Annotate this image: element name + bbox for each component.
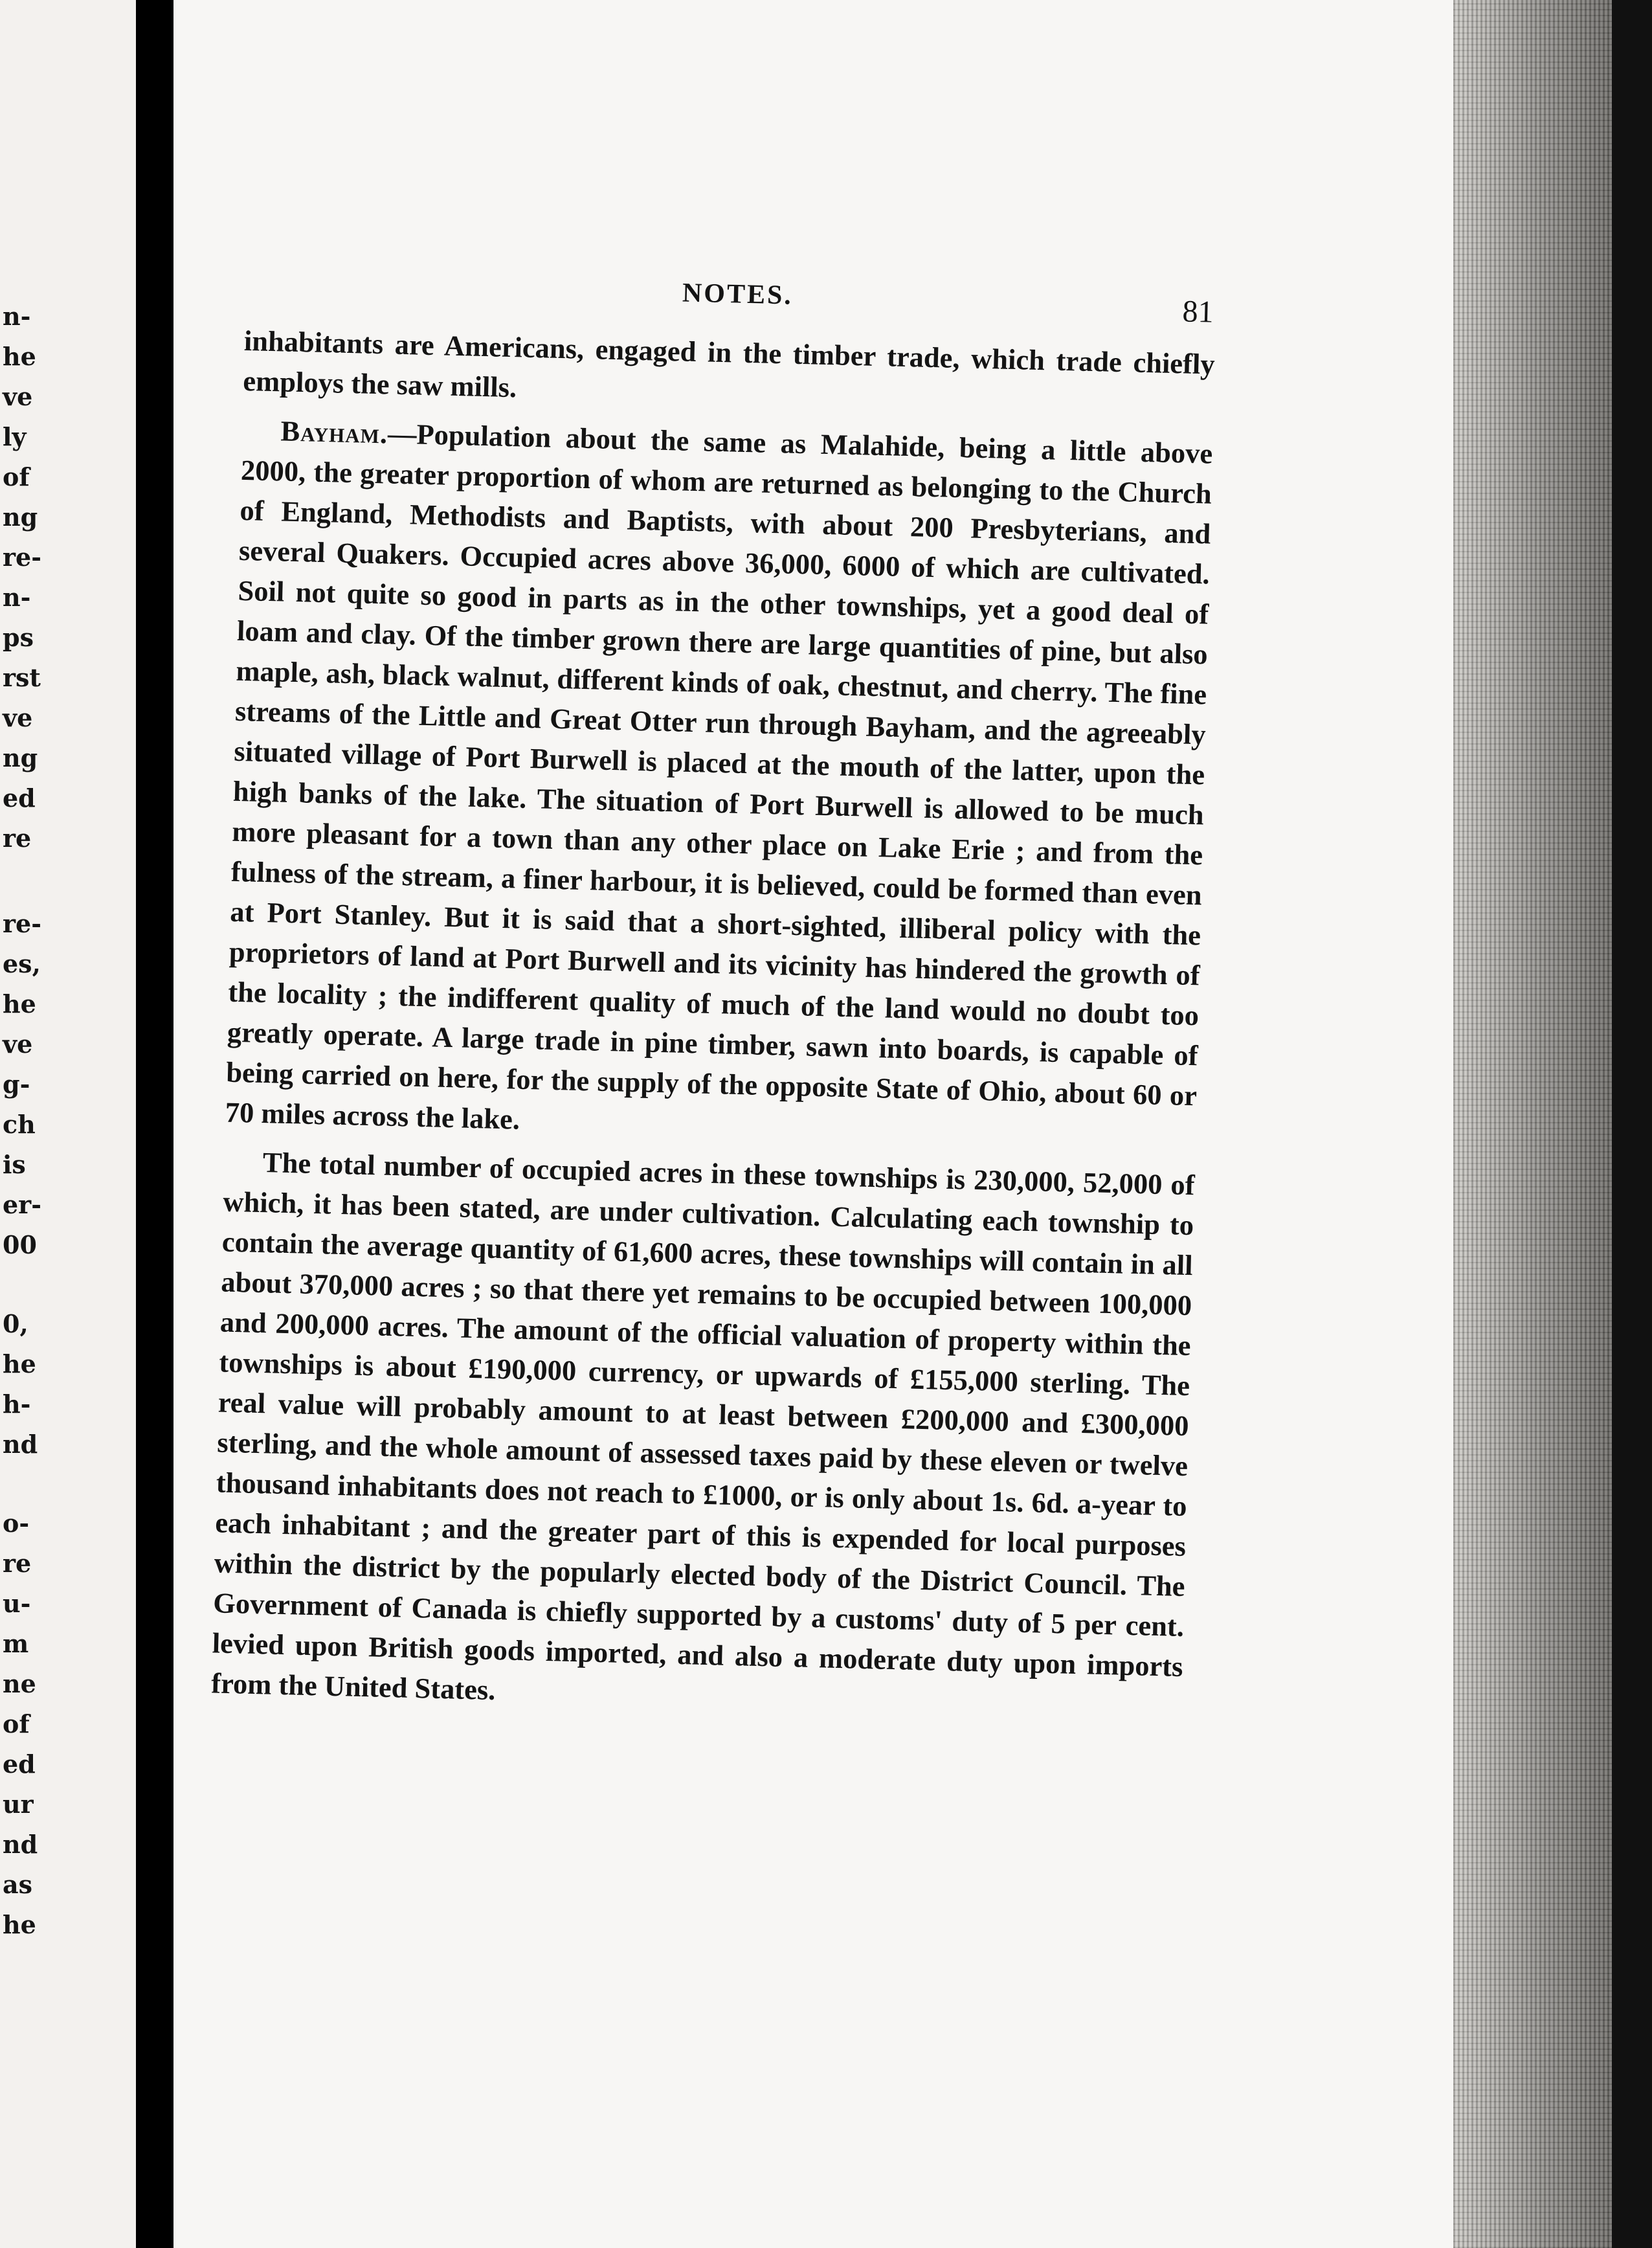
facing-page-fragment: ed [3,783,36,813]
paragraph-bayham [225,410,1213,1156]
facing-page-fragment: ly [3,422,27,451]
paragraph-text: —Population about the same as Malahide, being a little above 2000, the greater proportion of whom are returned as belonging to the Church of England, Methodists and Baptists, with about 200 Presbyterians, and several Quakers. Occupied acres above 36,000, 6000 of which are cultivated. Soil not quite so good in parts as in the other townships, yet a good deal of loam and clay. Of the timber grown there are large quantities of pine, but also maple, ash, black walnut, different kinds of oak, chestnut, and cherry. The fine streams of the Little and Great Otter run through Bayham, and the agreeably situated village of Port Burwell is placed at the mouth of the latter, upon the high banks of the lake. The situation of Port Burwell is allowed to be much more pleasant for a town than any other place on Lake Erie ; and from the fulness of the stream, a finer harbour, it is believed, could be formed than even at Port Stanley. But it is said that a short-sighted, illiberal policy with the proprietors of land at Port Burwell and its vicinity has hindered the growth of the locality ; the indifferent quality of much of the land would no doubt too greatly operate. A large trade in pine timber, sawn into boards, is capable of being carried on here, for the supply of the opposite State of Ohio, about 60 or 70 miles across the lake. [225,417,1213,1136]
facing-page-fragment: es, [3,949,41,978]
page-title: NOTES. [682,278,794,311]
facing-page-fragment: he [3,1349,36,1378]
facing-page-fragment: re [3,1549,32,1578]
facing-page-fragment: n- [3,583,31,612]
page-number: 81 [1181,294,1214,330]
facing-page-fragment: ng [3,743,38,772]
facing-page-fragment: h- [3,1389,31,1419]
facing-page-fragment: g- [3,1070,30,1099]
facing-page-fragment: er- [3,1190,41,1219]
facing-page-fragment: of [3,1709,30,1738]
page-text-block [210,262,1216,1736]
facing-page-fragment: ng [3,502,38,532]
facing-page-fragment: 00 [3,1230,37,1259]
facing-page-fragment: ve [3,703,33,732]
facing-page-fragment: ne [3,1669,36,1698]
facing-page-margin [0,0,136,2248]
facing-page-fragment: ps [3,623,34,652]
facing-page-fragment: he [3,989,36,1018]
facing-page-fragment: ed [3,1749,36,1779]
paragraph-continuation: inhabitants are Americans, engaged in the timber trade, which trade chiefly employs the saw mills. [242,324,1216,404]
facing-page-fragment: nd [3,1830,38,1859]
facing-page-fragment: re- [3,909,41,938]
facing-page-fragment: he [3,342,36,371]
section-lead: Bayham. [280,414,388,450]
paragraph-totals: The total number of occupied acres in these townships is 230,000, 52,000 of which, it has been stated, are under cultivation. Calculating each township to contain the average quantity of 61,600 acres, these townships will contain in all about 370,000 acres ; so that there yet remains to be occupied between 100,000 and 200,000 acres. The amount of the official valuation of property within the townships is about £190,000 currency, or upwards of £155,000 sterling. The real value will probably amount to at least between £200,000 and £300,000 sterling, and the whole amount of assessed taxes paid by these eleven or twelve thousand inhabitants does not reach to £1000, or is only about 1s. 6d. a-year to each inhabitant ; and the greater part of this is expended for local purposes within the district by the popularly elected body of the District Council. The Government of Canada is chiefly supported by a customs' duty of 5 per cent. levied upon British goods imported, and also a moderate duty upon imports from the United States. [210,1146,1196,1707]
facing-page-fragment: ch [3,1110,36,1139]
facing-page-fragment: rst [3,663,41,692]
facing-page-fragment: n- [3,302,31,331]
facing-page-fragment: nd [3,1430,38,1459]
facing-page-fragment: m [3,1629,29,1658]
facing-page-fragment: re [3,824,32,853]
facing-page-fragment: is [3,1150,26,1179]
facing-page-fragment: of [3,462,30,491]
facing-page-fragment: u- [3,1589,31,1618]
book-shadow [1612,0,1652,2248]
facing-page-fragment: ur [3,1790,34,1819]
facing-page-fragment: as [3,1870,33,1899]
facing-page-fragment: o- [3,1509,30,1538]
facing-page-fragment: he [3,1910,36,1939]
facing-page-fragment: ve [3,382,33,411]
facing-page-fragment: re- [3,543,41,572]
facing-page-fragment: 0, [3,1309,28,1338]
facing-page-fragment: ve [3,1029,33,1059]
